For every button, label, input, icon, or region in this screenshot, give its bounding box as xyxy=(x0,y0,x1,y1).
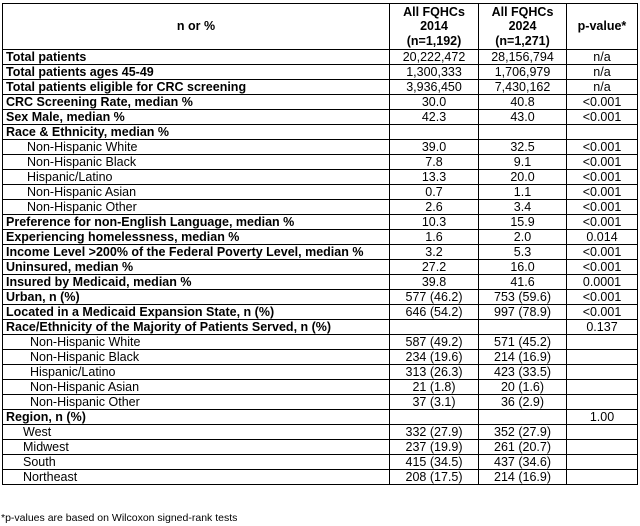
header-2024-line3: (n=1,271) xyxy=(495,33,550,48)
value-2014: 1,300,333 xyxy=(390,65,479,80)
table-row xyxy=(3,140,638,155)
row-label: Income Level >200% of the Federal Poverty Level, median % xyxy=(3,245,390,260)
table-row xyxy=(3,275,638,290)
table-row xyxy=(3,395,638,410)
value-2014: 42.3 xyxy=(390,110,479,125)
value-2014: 10.3 xyxy=(390,215,479,230)
value-2024: 16.0 xyxy=(479,260,567,275)
value-2024: 28,156,794 xyxy=(479,50,567,65)
value-2014: 3,936,450 xyxy=(390,80,479,95)
p-value xyxy=(567,125,638,140)
table-row xyxy=(3,125,638,140)
value-2014: 234 (19.6) xyxy=(390,350,479,365)
table-row xyxy=(3,380,638,395)
p-value: <0.001 xyxy=(567,185,638,200)
value-2014: 2.6 xyxy=(390,200,479,215)
value-2024 xyxy=(479,410,567,425)
value-2014: 13.3 xyxy=(390,170,479,185)
characteristics-table xyxy=(2,3,638,485)
value-2014: 313 (26.3) xyxy=(390,365,479,380)
table-row xyxy=(3,215,638,230)
value-2024: 20.0 xyxy=(479,170,567,185)
p-value: n/a xyxy=(567,50,638,65)
p-value: <0.001 xyxy=(567,305,638,320)
row-label: Non-Hispanic Black xyxy=(3,155,390,170)
table-header xyxy=(3,4,638,50)
row-label: West xyxy=(3,425,390,440)
value-2014: 332 (27.9) xyxy=(390,425,479,440)
p-value: <0.001 xyxy=(567,260,638,275)
p-value xyxy=(567,470,638,485)
row-label: Non-Hispanic White xyxy=(3,140,390,155)
p-value xyxy=(567,455,638,470)
value-2024: 2.0 xyxy=(479,230,567,245)
row-label: Hispanic/Latino xyxy=(3,365,390,380)
p-value: 1.00 xyxy=(567,410,638,425)
value-2024: 997 (78.9) xyxy=(479,305,567,320)
row-label: Non-Hispanic Other xyxy=(3,200,390,215)
value-2014: 1.6 xyxy=(390,230,479,245)
header-2014-line2: 2014 xyxy=(420,19,448,34)
p-value: <0.001 xyxy=(567,155,638,170)
value-2014: 646 (54.2) xyxy=(390,305,479,320)
value-2024: 753 (59.6) xyxy=(479,290,567,305)
value-2024 xyxy=(479,125,567,140)
value-2014: 27.2 xyxy=(390,260,479,275)
table-row xyxy=(3,80,638,95)
value-2014: 3.2 xyxy=(390,245,479,260)
value-2024: 3.4 xyxy=(479,200,567,215)
value-2024: 1,706,979 xyxy=(479,65,567,80)
table-row xyxy=(3,110,638,125)
header-label-col xyxy=(3,4,390,50)
value-2014: 39.0 xyxy=(390,140,479,155)
value-2024: 9.1 xyxy=(479,155,567,170)
p-value xyxy=(567,380,638,395)
value-2024: 214 (16.9) xyxy=(479,470,567,485)
value-2024: 36 (2.9) xyxy=(479,395,567,410)
value-2014: 30.0 xyxy=(390,95,479,110)
value-2014 xyxy=(390,125,479,140)
p-value: 0.014 xyxy=(567,230,638,245)
p-value: 0.0001 xyxy=(567,275,638,290)
table-row xyxy=(3,425,638,440)
p-value xyxy=(567,335,638,350)
header-2024-line1: All FQHCs xyxy=(491,4,554,19)
table-row xyxy=(3,95,638,110)
table-row xyxy=(3,305,638,320)
table-row xyxy=(3,170,638,185)
header-pvalue-col xyxy=(567,4,638,50)
header-row xyxy=(3,4,638,50)
table-row xyxy=(3,245,638,260)
value-2024: 437 (34.6) xyxy=(479,455,567,470)
p-value: n/a xyxy=(567,80,638,95)
table-row xyxy=(3,230,638,245)
value-2014 xyxy=(390,410,479,425)
value-2024: 41.6 xyxy=(479,275,567,290)
value-2024: 32.5 xyxy=(479,140,567,155)
value-2024: 571 (45.2) xyxy=(479,335,567,350)
value-2014: 7.8 xyxy=(390,155,479,170)
value-2024: 214 (16.9) xyxy=(479,350,567,365)
p-value: <0.001 xyxy=(567,200,638,215)
row-label: South xyxy=(3,455,390,470)
value-2024: 261 (20.7) xyxy=(479,440,567,455)
row-label: Preference for non-English Language, median % xyxy=(3,215,390,230)
table-row xyxy=(3,365,638,380)
value-2014: 37 (3.1) xyxy=(390,395,479,410)
value-2014: 237 (19.9) xyxy=(390,440,479,455)
p-value: <0.001 xyxy=(567,245,638,260)
table-row xyxy=(3,50,638,65)
row-label: Total patients xyxy=(3,50,390,65)
row-label: Race & Ethnicity, median % xyxy=(3,125,390,140)
row-label: Non-Hispanic Black xyxy=(3,350,390,365)
row-label: Non-Hispanic Other xyxy=(3,395,390,410)
value-2024: 1.1 xyxy=(479,185,567,200)
table-row xyxy=(3,290,638,305)
value-2024: 5.3 xyxy=(479,245,567,260)
value-2014: 20,222,472 xyxy=(390,50,479,65)
value-2014: 39.8 xyxy=(390,275,479,290)
table-container xyxy=(2,3,638,485)
p-value: n/a xyxy=(567,65,638,80)
table-row xyxy=(3,185,638,200)
p-value: <0.001 xyxy=(567,215,638,230)
p-value xyxy=(567,350,638,365)
header-label-text: n or % xyxy=(176,19,216,34)
row-label: Non-Hispanic Asian xyxy=(3,380,390,395)
value-2014: 587 (49.2) xyxy=(390,335,479,350)
table-row xyxy=(3,260,638,275)
value-2024: 20 (1.6) xyxy=(479,380,567,395)
p-value: <0.001 xyxy=(567,110,638,125)
table-row xyxy=(3,65,638,80)
value-2014: 415 (34.5) xyxy=(390,455,479,470)
value-2024 xyxy=(479,320,567,335)
header-2014-line1: All FQHCs xyxy=(403,4,465,19)
p-value: <0.001 xyxy=(567,95,638,110)
row-label: Hispanic/Latino xyxy=(3,170,390,185)
value-2024: 43.0 xyxy=(479,110,567,125)
footnote: *p-values are based on Wilcoxon signed-rank tests xyxy=(1,512,238,524)
p-value: <0.001 xyxy=(567,170,638,185)
row-label: Race/Ethnicity of the Majority of Patients Served, n (%) xyxy=(3,320,390,335)
table-row xyxy=(3,410,638,425)
p-value xyxy=(567,395,638,410)
value-2014: 0.7 xyxy=(390,185,479,200)
row-label: CRC Screening Rate, median % xyxy=(3,95,390,110)
table-row xyxy=(3,470,638,485)
table-row xyxy=(3,320,638,335)
p-value: 0.137 xyxy=(567,320,638,335)
row-label: Experiencing homelessness, median % xyxy=(3,230,390,245)
row-label: Region, n (%) xyxy=(3,410,390,425)
table-row xyxy=(3,350,638,365)
row-label: Uninsured, median % xyxy=(3,260,390,275)
table-row xyxy=(3,440,638,455)
header-2014-col xyxy=(390,4,479,50)
header-2024-line2: 2024 xyxy=(508,19,537,34)
value-2024: 423 (33.5) xyxy=(479,365,567,380)
value-2024: 40.8 xyxy=(479,95,567,110)
p-value: <0.001 xyxy=(567,290,638,305)
value-2014: 577 (46.2) xyxy=(390,290,479,305)
row-label: Midwest xyxy=(3,440,390,455)
table-row xyxy=(3,455,638,470)
row-label: Urban, n (%) xyxy=(3,290,390,305)
value-2024: 7,430,162 xyxy=(479,80,567,95)
p-value xyxy=(567,425,638,440)
header-2024-col xyxy=(479,4,567,50)
header-2014-line3: (n=1,192) xyxy=(406,33,462,48)
value-2024: 352 (27.9) xyxy=(479,425,567,440)
row-label: Northeast xyxy=(3,470,390,485)
row-label: Located in a Medicaid Expansion State, n (%) xyxy=(3,305,390,320)
table-row xyxy=(3,335,638,350)
row-label: Non-Hispanic White xyxy=(3,335,390,350)
p-value xyxy=(567,365,638,380)
p-value: <0.001 xyxy=(567,140,638,155)
header-pvalue-text: p-value* xyxy=(577,19,627,34)
p-value xyxy=(567,440,638,455)
table-row xyxy=(3,155,638,170)
table-row xyxy=(3,200,638,215)
row-label: Sex Male, median % xyxy=(3,110,390,125)
row-label: Total patients eligible for CRC screening xyxy=(3,80,390,95)
value-2024: 15.9 xyxy=(479,215,567,230)
value-2014: 208 (17.5) xyxy=(390,470,479,485)
row-label: Total patients ages 45-49 xyxy=(3,65,390,80)
value-2014: 21 (1.8) xyxy=(390,380,479,395)
value-2014 xyxy=(390,320,479,335)
row-label: Insured by Medicaid, median % xyxy=(3,275,390,290)
table-body xyxy=(3,50,638,485)
row-label: Non-Hispanic Asian xyxy=(3,185,390,200)
